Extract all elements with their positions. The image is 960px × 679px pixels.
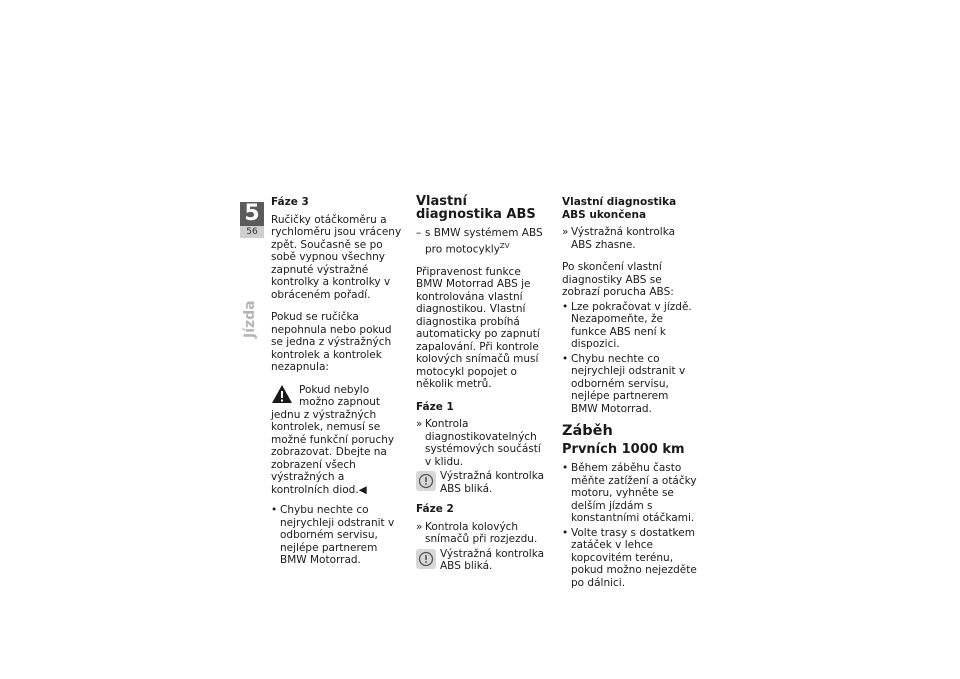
needle-text: Pokud se ručička nepohnula nebo pokud se jedna z výstražných kontrolek a kontrolek nezapnula: — [271, 311, 392, 373]
first-1000km-heading: Prvních 1000 km — [562, 441, 685, 457]
list-item — [416, 418, 550, 468]
list-item-text: Chybu nechte co nejrychleji odstranit v odborném servisu, nejlépe partnerem BMW Motorrad. — [571, 352, 686, 415]
phase3-text: Ručičky otáčkoměru a rychloměru jsou vráceny zpět. Současně se po sobě vypnou všechny zapnuté výstražné kontrolky a kontrolky v obráceném pořadí. — [271, 213, 402, 301]
arrow-marker: » — [562, 226, 569, 238]
arrow-marker: » — [416, 418, 423, 430]
list-item — [562, 301, 698, 351]
break-in-heading: Záběh — [562, 423, 613, 439]
abs-warning-light-icon — [416, 549, 436, 569]
dash-marker: – — [416, 227, 422, 239]
page-number: 56 — [240, 226, 264, 238]
bullet-marker: • — [562, 462, 569, 474]
column-3 — [562, 196, 698, 591]
phase3-heading: Fáze 3 — [271, 196, 309, 208]
list-item — [271, 504, 403, 567]
abs-diagnostics-heading: Vlastní diagnostika ABS — [416, 194, 536, 222]
bullet-marker: • — [562, 300, 569, 313]
indicator-note — [416, 470, 550, 495]
list-item-text: Volte trasy s dostatkem zatáček v lehce kopcovitém terénu, pokud možno nejezděte po dálnici. — [571, 526, 697, 589]
warning-text: Pokud nebylo možno zapnout jednu z výstražných kontrolek, nemusí se možné funkční poruchy zobrazovat. Dbejte na zobrazení všech výstražných a kontrolních diod.◀ — [271, 383, 395, 496]
abs-diagnostics-text: Připravenost funkce BMW Motorrad ABS je kontrolována vlastní diagnostikou. Vlastní diagnostika probíhá automaticky po zapnutí zapalování. Při kontrole kolových snímačů musí motocykl popojet o několik metrů. — [416, 265, 540, 390]
bullet-marker: • — [271, 504, 278, 516]
chapter-tab — [240, 202, 264, 238]
phase2-heading: Fáze 2 — [416, 503, 454, 515]
list-item-text: Lze pokračovat v jízdě. Nezapomeňte, že funkce ABS není k dispozici. — [571, 300, 692, 350]
list-item-text: Během záběhu často měňte zatížení a otáčky motoru, vyhněte se delším jízdám s konstantními otáčkami. — [571, 462, 697, 524]
chapter-number: 5 — [244, 201, 260, 226]
list-item-text: Výstražná kontrolka ABS zhasne. — [571, 226, 676, 251]
requirement-item — [416, 227, 550, 256]
column-1 — [271, 196, 403, 569]
diagnostics-finished-heading: Vlastní diagnostika ABS ukončena — [562, 196, 677, 221]
indicator-note-text: Výstražná kontrolka ABS bliká. — [440, 470, 545, 495]
arrow-marker: » — [416, 520, 423, 533]
indicator-note — [416, 548, 550, 573]
list-item — [562, 353, 698, 416]
bullet-marker: • — [562, 352, 569, 365]
list-item-text: Kontrola kolových snímačů při rozjezdu. — [425, 520, 538, 545]
warning-block — [271, 384, 403, 497]
list-item — [562, 527, 698, 590]
indicator-note-text: Výstražná kontrolka ABS bliká. — [440, 547, 545, 572]
bullet-marker: • — [562, 526, 569, 539]
requirement-text: s BMW systémem ABS pro motocykly — [425, 227, 543, 255]
warning-triangle-icon — [271, 384, 293, 404]
phase1-heading: Fáze 1 — [416, 400, 454, 413]
list-item — [416, 521, 550, 546]
list-item — [562, 462, 698, 525]
abs-fault-text: Po skončení vlastní diagnostiky ABS se zobrazí porucha ABS: — [562, 261, 674, 298]
list-item — [562, 226, 698, 251]
abs-warning-light-icon — [416, 471, 436, 491]
list-item-text: Chybu nechte co nejrychleji odstranit v odborném servisu, nejlépe partnerem BMW Motorrad. — [280, 504, 395, 566]
optional-equipment-mark: ZV — [499, 241, 510, 250]
list-item-text: Kontrola diagnostikovatelných systémových součástí v klidu. — [425, 418, 541, 468]
chapter-side-label: Jízda — [242, 300, 258, 338]
column-2 — [416, 196, 550, 581]
